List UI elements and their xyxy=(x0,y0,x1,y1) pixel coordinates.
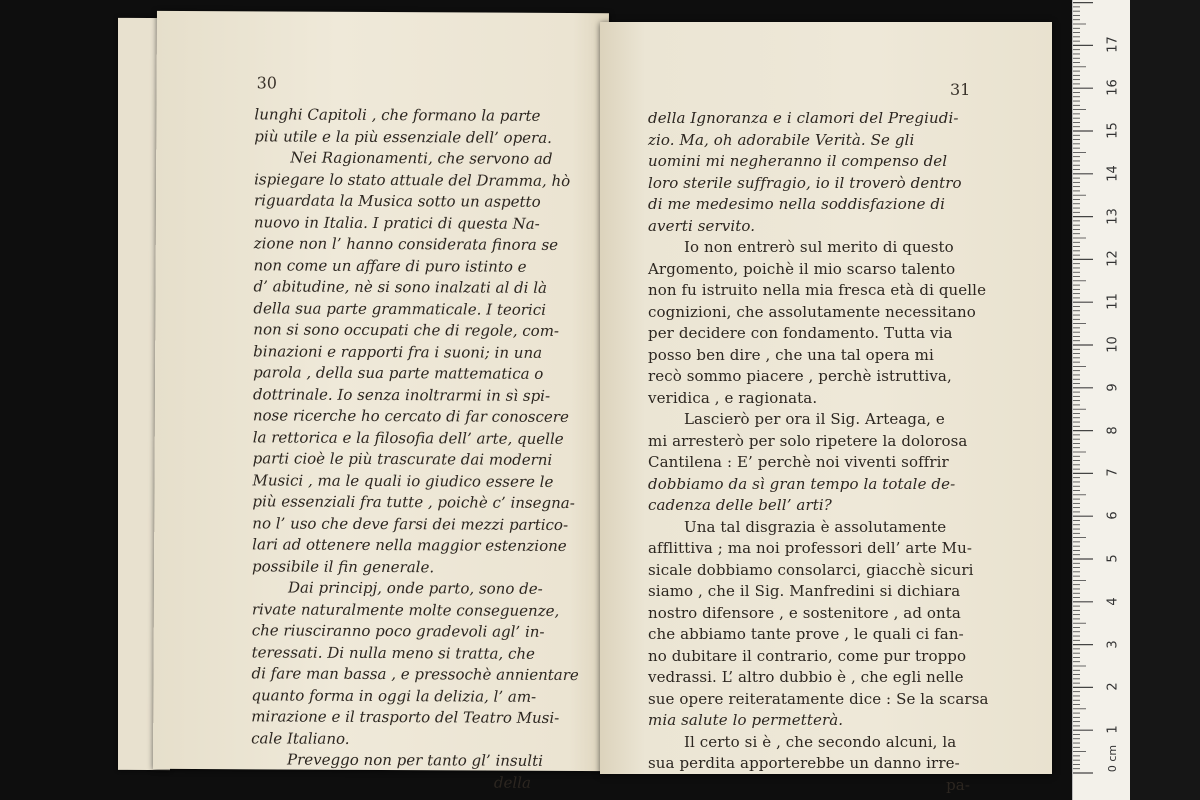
right-text-line: di me medesimo nella soddisfazione di xyxy=(648,195,946,213)
ruler-number: 8 xyxy=(1105,425,1121,435)
right-page-text xyxy=(648,108,989,796)
right-text-line: Lascierò per ora il Sig. Arteaga, e xyxy=(684,410,945,428)
right-text-line: cognizioni, che assolutamente necessitano xyxy=(648,302,976,321)
left-text-line: Nei Ragionamenti, che servono ad xyxy=(290,148,553,168)
ruler-number: 16 xyxy=(1105,79,1121,96)
left-text-line: nose ricerche ho cercato di far conoscere xyxy=(252,406,569,426)
left-text-line: ispiegare lo stato attuale del Dramma, hò xyxy=(254,169,571,190)
right-text-line: nostro difensore , e sostenitore , ad onta xyxy=(648,603,961,622)
left-page xyxy=(153,11,609,792)
right-text-line: averti servito. xyxy=(648,216,756,235)
left-text-line: che riusciranno poco gradevoli agl’ in- xyxy=(251,621,545,641)
ruler-number: 1 xyxy=(1105,725,1121,734)
right-text-line: veridica , e ragionata. xyxy=(648,388,818,407)
right-text-line: Argomento, poichè il mio scarso talento xyxy=(648,259,956,278)
ruler-number: 9 xyxy=(1105,383,1121,392)
left-text-line: binazioni e rapporti fra i suoni; in una xyxy=(253,341,543,362)
left-text-line: zione non l’ hanno considerata finora se xyxy=(253,234,559,254)
ruler-number: 13 xyxy=(1105,207,1121,225)
right-text-line: per decidere con fondamento. Tutta via xyxy=(648,324,953,342)
measurement-ruler xyxy=(1072,0,1131,800)
ruler-number: 7 xyxy=(1105,468,1121,478)
right-text-line: Il certo si è , che secondo alcuni, la xyxy=(684,732,957,751)
right-text-line: della Ignoranza e i clamori del Pregiudi- xyxy=(648,109,959,127)
right-text-line: mi arresterò per solo ripetere la dolorosa xyxy=(648,431,968,450)
ruler-number: 14 xyxy=(1105,165,1121,182)
right-text-line: Io non entrerò sul merito di questo xyxy=(684,238,954,256)
background-edge xyxy=(1130,0,1200,800)
right-text-line: non fu istruito nella mia fresca età di quelle xyxy=(648,281,987,299)
right-text-line: Una tal disgrazia è assolutamente xyxy=(684,517,947,536)
right-page-number: 31 xyxy=(950,80,971,99)
left-text-line: dottrinale. Io senza inoltrarmi in sì spi- xyxy=(252,384,551,405)
ruler-number: 4 xyxy=(1105,597,1121,606)
left-text-line: possibile il fin generale. xyxy=(252,556,435,576)
right-text-line: sicale dobbiamo consolarci, giacchè sicuri xyxy=(648,560,974,579)
left-text-line: più essenziali fra tutte , poichè c’ insegna- xyxy=(252,492,575,513)
left-text-line: lunghi Capitoli , che formano la parte xyxy=(254,105,541,125)
right-text-line: vedrassi. L’ altro dubbio è , che egli nelle xyxy=(648,668,964,686)
right-text-line: loro sterile suffragio, io il troverò dentro xyxy=(648,173,962,192)
right-text-line: Cantilena : E’ perchè noi viventi soffrir xyxy=(648,453,949,471)
left-text-line: teressati. Di nulla meno si tratta, che xyxy=(251,642,535,663)
right-text-line: cadenza delle bell’ arti? xyxy=(648,496,832,514)
ruler-number: 5 xyxy=(1105,554,1121,563)
left-text-line: nuovo in Italia. I pratici di questa Na- xyxy=(253,212,540,233)
left-text-line: no l’ uso che deve farsi dei mezzi partico- xyxy=(252,513,569,534)
ruler-number: 11 xyxy=(1105,293,1121,310)
right-text-line: che abbiamo tante prove , le quali ci fan- xyxy=(648,625,964,643)
right-text-line: sue opere reiteratamente dice : Se la scarsa xyxy=(648,689,989,708)
ruler-number: 12 xyxy=(1105,250,1121,268)
right-text-line: posso ben dire , che una tal opera mi xyxy=(648,345,934,364)
right-catchword: pa- xyxy=(946,775,970,794)
right-text-line: afflittiva ; ma noi professori dell’ arte Mu- xyxy=(648,539,973,557)
left-text-line: parola , della sua parte mattematica o xyxy=(253,363,544,383)
ruler-number: 6 xyxy=(1105,511,1121,520)
left-catchword: della xyxy=(493,773,532,792)
left-text-line: di fare man bassa , e pressochè annientare xyxy=(251,664,579,685)
left-text-line: Musici , ma le quali io giudico essere le xyxy=(252,470,554,491)
left-text-line: quanto forma in oggi la delizia, l’ am- xyxy=(251,685,537,706)
left-text-line: d’ abitudine, nè si sono inalzati al di là xyxy=(253,277,548,297)
left-page-number: 30 xyxy=(256,73,278,93)
ruler-number: 2 xyxy=(1105,682,1121,692)
right-text-line: siamo , che il Sig. Manfredini si dichiara xyxy=(648,582,961,600)
left-text-line: la rettorica e la filosofia dell’ arte, quelle xyxy=(252,427,564,448)
right-text-line: dobbiamo da sì gran tempo la totale de- xyxy=(648,474,956,493)
right-text-line: no dubitare il contrario, come pur troppo xyxy=(648,646,967,665)
left-text-line: lari ad ottenere nella maggior estenzione xyxy=(252,535,567,555)
left-page-text xyxy=(251,104,579,794)
right-text-line: mia salute lo permetterà. xyxy=(648,711,844,729)
ruler-number: 17 xyxy=(1105,36,1121,54)
left-text-line: mirazione e il trasporto del Teatro Musi- xyxy=(251,707,560,727)
left-text-line: Dai principj, onde parto, sono de- xyxy=(287,578,543,598)
ruler-unit-label: 0 cm xyxy=(1106,744,1120,773)
left-text-line: Preveggo non per tanto gl’ insulti xyxy=(287,750,543,770)
right-text-line: uomini mi negheranno il compenso del xyxy=(648,152,948,170)
ruler-number: 15 xyxy=(1105,122,1121,139)
right-text-line: recò sommo piacere , perchè istruttiva, xyxy=(648,367,952,385)
right-text-line: sua perdita apporterebbe un danno irre- xyxy=(648,754,960,772)
left-text-line: non come un affare di puro istinto e xyxy=(253,255,527,276)
left-text-line: rivate naturalmente molte conseguenze, xyxy=(251,599,560,620)
left-text-line: della sua parte grammaticale. I teorici xyxy=(253,298,547,319)
left-text-line: parti cioè le più trascurate dai moderni xyxy=(252,449,553,469)
left-text-line: cale Italiano. xyxy=(251,728,350,748)
left-text-line: più utile e la più essenziale dell’ opera. xyxy=(254,126,553,147)
left-text-line: non si sono occupati che di regole, com- xyxy=(253,320,560,340)
right-page xyxy=(600,22,1052,794)
right-text-line: zio. Ma, oh adorabile Verità. Se gli xyxy=(648,130,915,149)
left-text-line: riguardata la Musica sotto un aspetto xyxy=(253,191,541,211)
ruler-ticks xyxy=(1073,0,1131,800)
ruler-number: 10 xyxy=(1105,336,1121,353)
ruler-number: 3 xyxy=(1105,639,1121,649)
